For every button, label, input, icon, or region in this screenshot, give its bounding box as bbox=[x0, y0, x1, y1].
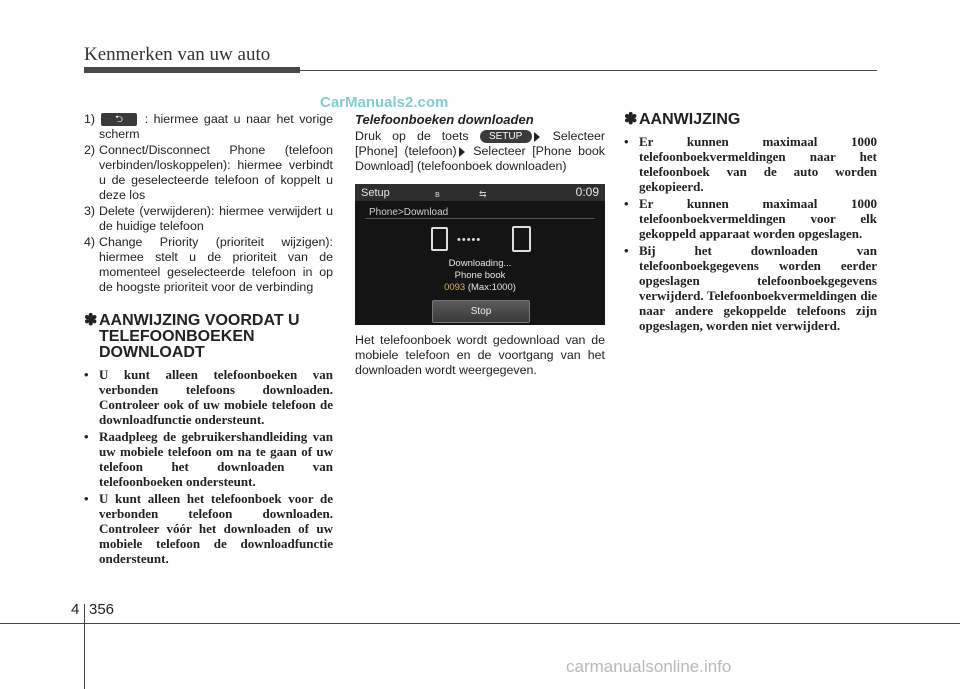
head-unit-screen bbox=[355, 184, 605, 325]
list-item: 2) Connect/Disconnect Phone (telefoon verbinden/loskoppelen): hiermee verbindt u de geselecteerde telefoon of koppelt u deze los bbox=[84, 143, 333, 202]
watermark-bottom: carmanualsonline.info bbox=[566, 657, 732, 676]
note-heading: ✽ AANWIJZING VOORDAT U TELEFOONBOEKEN DOWNLOADT bbox=[84, 312, 300, 361]
instruction-paragraph: Druk op de toets SETUP Selecteer [Phone] (telefoon) Selecteer [Phone book Download] (telefoonboek downloaden) bbox=[355, 129, 605, 173]
download-count: 0093 (Max:1000) bbox=[444, 282, 516, 293]
arrow-right-icon bbox=[459, 147, 465, 157]
bluetooth-icon: ʙ bbox=[435, 189, 440, 199]
chapter-number: 4 bbox=[71, 601, 80, 618]
header-rule-thick bbox=[84, 67, 300, 73]
footer-rule bbox=[0, 623, 960, 624]
list-item: • U kunt alleen telefoonboeken van verbonden telefoons downloaden. Controleer ook of uw mobiele telefoon de downloadfunctie ondersteunt. bbox=[84, 367, 333, 427]
section-title: Telefoonboeken downloaden bbox=[355, 112, 534, 127]
column-right bbox=[624, 112, 877, 335]
note-list bbox=[624, 134, 877, 333]
screen-time: 0:09 bbox=[575, 185, 599, 199]
asterisk-icon: ✽ bbox=[84, 312, 98, 329]
list-item: • Raadpleeg de gebruikershandleiding van uw mobiele telefoon om na te gaan of uw telefoon het downloaden van telefoonboeken ondersteunt. bbox=[84, 429, 333, 489]
column-left bbox=[84, 112, 333, 568]
screen-divider bbox=[365, 218, 595, 219]
watermark-top: CarManuals2.com bbox=[320, 94, 449, 111]
stop-button[interactable]: Stop bbox=[432, 300, 530, 323]
progress-dots: ••••• bbox=[457, 234, 482, 246]
list-item: • Bij het downloaden van telefoonboekgegevens worden eerder opgeslagen telefoonboekgegevens verwijderd. Telefoonboekvermeldingen die naar andere gekoppelde telefoons zijn opgeslagen, worden niet verwijderd. bbox=[624, 243, 877, 333]
footer-divider bbox=[84, 604, 85, 689]
page-number: 356 bbox=[89, 601, 115, 618]
note-heading: ✽ AANWIJZING bbox=[624, 111, 741, 128]
phone-icon bbox=[431, 227, 448, 251]
phonebook-icon bbox=[512, 226, 531, 252]
list-item: • Er kunnen maximaal 1000 telefoonboekvermeldingen voor elk gekoppeld apparaat worden opgeslagen. bbox=[624, 196, 877, 241]
arrow-right-icon bbox=[534, 132, 540, 142]
back-arrow-icon: ⮌ bbox=[101, 113, 137, 126]
setup-key: SETUP bbox=[480, 130, 532, 143]
download-status: Downloading... bbox=[448, 258, 512, 269]
usb-icon: ⇆ bbox=[479, 189, 487, 199]
screen-title: Setup bbox=[361, 187, 390, 199]
list-item: 1) ⮌ : hiermee gaat u naar het vorige scherm bbox=[84, 112, 333, 141]
result-paragraph: Het telefoonboek wordt gedownload van de mobiele telefoon en de voortgang van het downloaden wordt weergegeven. bbox=[355, 333, 605, 377]
asterisk-icon: ✽ bbox=[624, 111, 638, 128]
list-item: 3) Delete (verwijderen): hiermee verwijdert u de huidige telefoon bbox=[84, 204, 333, 233]
download-item: Phone book bbox=[454, 270, 506, 281]
list-item: • Er kunnen maximaal 1000 telefoonboekvermeldingen naar het telefoonboek van de auto worden gekopieerd. bbox=[624, 134, 877, 194]
list-item: • U kunt alleen het telefoonboek voor de verbonden telefoon downloaden. Controleer vóór het downloaden of uw mobiele telefoon de downloadfunctie ondersteunt. bbox=[84, 491, 333, 566]
column-middle bbox=[355, 112, 605, 378]
list-item: 4) Change Priority (prioriteit wijzigen): hiermee stelt u de prioriteit van de momenteel geselecteerde telefoon in op de hoogste prioriteit voor de verbinding bbox=[84, 235, 333, 294]
header-title: Kenmerken van uw auto bbox=[84, 44, 271, 65]
header-rule-thin bbox=[300, 70, 877, 71]
screen-path: Phone>Download bbox=[369, 207, 449, 218]
note-list bbox=[84, 367, 333, 566]
